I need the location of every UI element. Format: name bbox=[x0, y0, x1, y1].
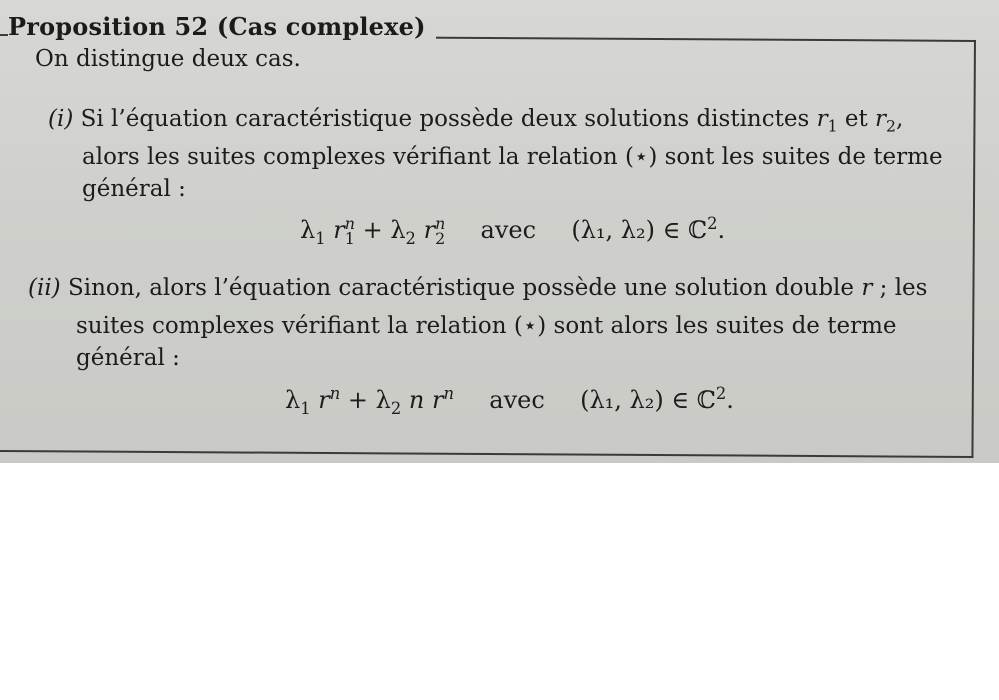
case-ii-text-1-end: ; les bbox=[879, 275, 928, 301]
c-power: 2 bbox=[707, 214, 718, 233]
proposition-title: Proposition 52 (Cas complexe) bbox=[8, 12, 436, 41]
r-term: r bbox=[318, 386, 330, 414]
case-i-line-2: alors les suites complexes vérifiant la relation (⋆) sont les suites de terme bbox=[82, 144, 943, 170]
lambda-2-sub: 2 bbox=[405, 228, 416, 248]
r2-symbol: r bbox=[875, 106, 887, 132]
formula-end: . bbox=[726, 386, 734, 414]
pair-in-c: (λ₁, λ₂) ∈ ℂ bbox=[580, 386, 716, 414]
lambda-1: λ bbox=[285, 386, 301, 414]
r-exp-n-2: n bbox=[435, 214, 446, 234]
formula-end: . bbox=[717, 216, 726, 244]
lambda-1: λ bbox=[300, 216, 316, 244]
r-exp-n-2: n bbox=[443, 384, 454, 403]
r-sub-1: 1 bbox=[344, 228, 355, 248]
r-sub-2: 2 bbox=[435, 228, 446, 248]
et-word: et bbox=[844, 106, 868, 132]
case-ii-line-3: général : bbox=[76, 345, 180, 371]
avec-word: avec bbox=[489, 386, 545, 414]
r-exp-n: n bbox=[344, 214, 355, 234]
case-ii-label: (ii) bbox=[28, 275, 61, 301]
r1-subscript: 1 bbox=[827, 116, 838, 136]
r-term-2: r bbox=[423, 216, 436, 244]
lambda-2: λ bbox=[390, 216, 406, 244]
lambda-1-sub: 1 bbox=[315, 228, 326, 248]
case-i-line-1 bbox=[48, 106, 903, 136]
avec-word: avec bbox=[480, 216, 537, 244]
r-term-2: r bbox=[432, 386, 444, 414]
c-power: 2 bbox=[715, 384, 727, 403]
lambda-2-sub: 2 bbox=[390, 398, 402, 418]
case-ii-text-1: Sinon, alors l’équation caractéristique possède une solution double bbox=[67, 275, 855, 301]
r1-symbol: r bbox=[816, 106, 828, 132]
case-i-line-3: général : bbox=[82, 176, 186, 202]
intro-text: On distingue deux cas. bbox=[35, 46, 301, 72]
lambda-1-sub: 1 bbox=[300, 398, 311, 418]
r-term: r bbox=[333, 216, 345, 244]
n-factor: n bbox=[408, 386, 425, 414]
case-ii-line-2: suites complexes vérifiant la relation (⋆) sont alors les suites de terme bbox=[76, 313, 897, 339]
case-ii-line-1 bbox=[28, 275, 927, 301]
r2-subscript: 2 bbox=[886, 116, 896, 136]
pair-in-c: (λ₁, λ₂) ∈ ℂ bbox=[571, 216, 708, 244]
case-i-label: (i) bbox=[48, 106, 74, 132]
lambda-2: λ bbox=[375, 386, 391, 414]
case-ii-formula bbox=[285, 384, 734, 418]
r-exp-n: n bbox=[329, 384, 341, 403]
case-i-formula bbox=[300, 214, 725, 248]
plus-sign: + bbox=[362, 216, 383, 244]
r-symbol: r bbox=[861, 275, 873, 301]
comma: , bbox=[895, 106, 904, 132]
plus-sign: + bbox=[347, 386, 368, 414]
case-i-text-1: Si l’équation caractéristique possède deux solutions distinctes bbox=[80, 106, 810, 132]
